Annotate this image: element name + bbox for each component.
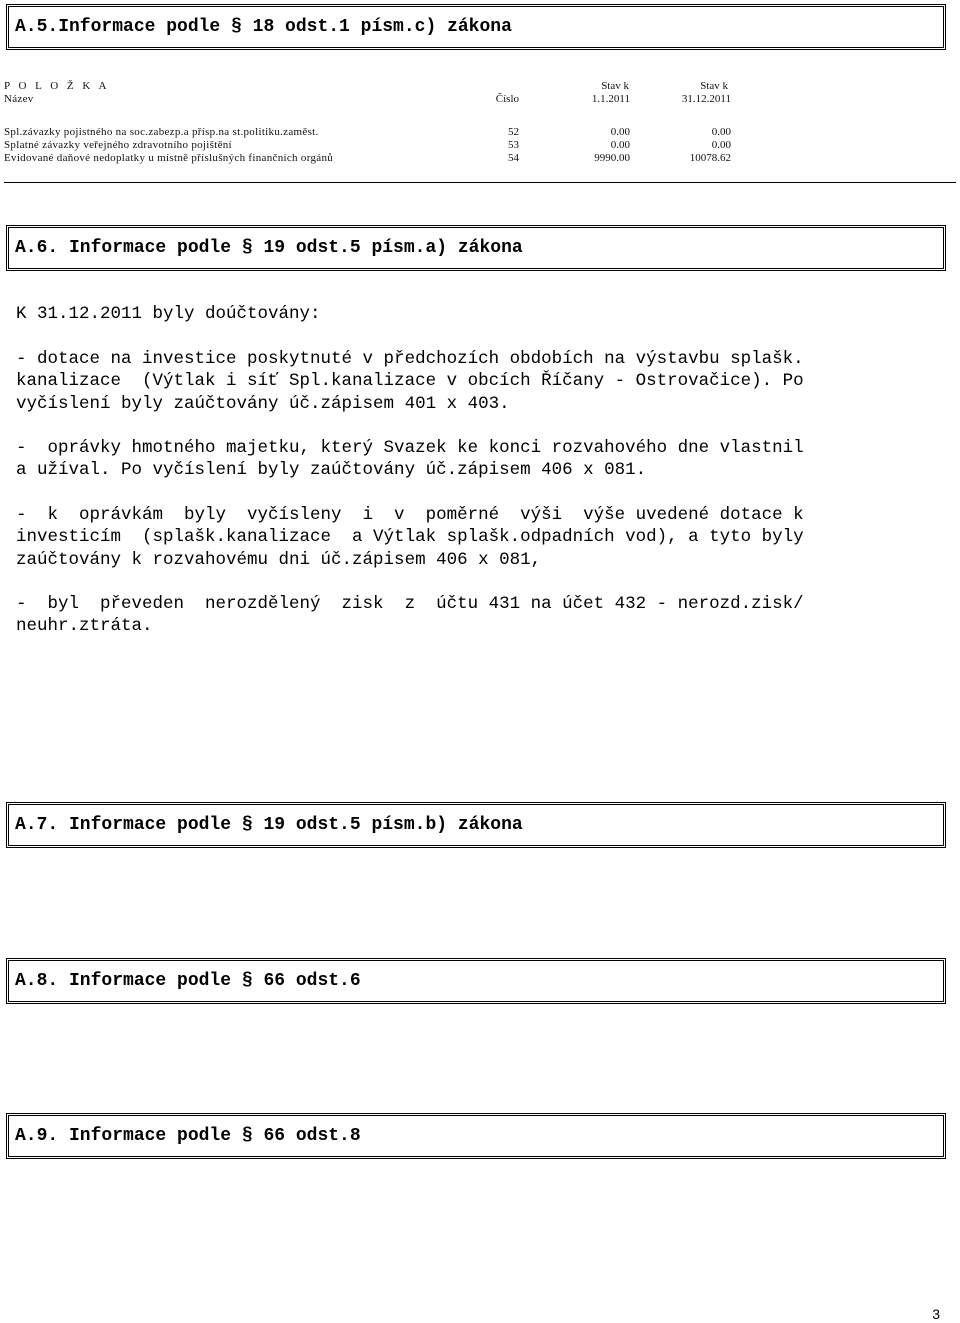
section-heading-a7: A.7. Informace podle § 19 odst.5 písm.b) zákona [6, 802, 946, 848]
section-heading-a8: A.8. Informace podle § 66 odst.6 [6, 958, 946, 1004]
row-stav-2: 10078.62 [689, 152, 731, 164]
a6-paragraph-1: - dotace na investice poskytnuté v předchozích obdobích na výstavbu splašk. kanalizace (Výtlak i síť Spl.kanalizace v obcích Říčany - Ostrovačice). Po vyčíslení byly zaúčtovány úč.zápisem 401 x 403. [16, 349, 804, 414]
section-heading-a9: A.9. Informace podle § 66 odst.8 [6, 1113, 946, 1159]
header-polozka: P O L O Ž K A [4, 80, 110, 92]
a6-paragraph-3: - k oprávkám byly vyčísleny i v poměrné výši výše uvedené dotace k investicím (splašk.kanalizace a Výtlak splašk.odpadních vod), a tyto byly zaúčtovány k rozvahovému dni úč.zápisem 406 x 081, [16, 505, 804, 570]
a6-paragraph-2: - oprávky hmotného majetku, který Svazek ke konci rozvahového dne vlastnil a užíval. Po vyčíslení byly zaúčtovány úč.zápisem 406 x 081. [16, 438, 804, 481]
a6-paragraph-4: - byl převeden nerozdělený zisk z účtu 431 na účet 432 - nerozd.zisk/ neuhr.ztráta. [16, 594, 804, 637]
table-row [4, 139, 956, 152]
header-stav-2: Stav k [700, 80, 728, 92]
a6-intro: K 31.12.2011 byly doúčtovány: [16, 304, 321, 324]
table-row [4, 152, 956, 165]
row-cislo: 54 [508, 152, 519, 164]
table-spacer [4, 106, 956, 126]
header-date-2: 31.12.2011 [681, 93, 731, 105]
section-heading-a5: A.5.Informace podle § 18 odst.1 písm.c) zákona [6, 4, 946, 50]
header-date-1: 1.1.2011 [591, 93, 630, 105]
row-name: Spl.závazky pojistného na soc.zabezp.a přísp.na st.politiku.zaměst. [4, 126, 319, 138]
row-stav-1: 9990.00 [594, 152, 630, 164]
page-number: 3 [932, 1306, 940, 1322]
row-name: Splatné závazky veřejného zdravotního pojištění [4, 139, 232, 151]
row-name: Evidované daňové nedoplatky u místně příslušných finančních orgánů [4, 152, 334, 164]
header-stav-1: Stav k [601, 80, 629, 92]
header-cislo: Číslo [495, 93, 519, 105]
table-divider [4, 182, 956, 183]
table-header-row-1 [4, 80, 956, 93]
section-heading-a6: A.6. Informace podle § 19 odst.5 písm.a) zákona [6, 225, 946, 271]
row-stav-2: 0.00 [711, 126, 731, 138]
row-stav-2: 0.00 [711, 139, 731, 151]
row-cislo: 52 [508, 126, 519, 138]
header-nazev: Název [4, 93, 34, 105]
table-header-row-2 [4, 93, 956, 106]
liabilities-table [4, 80, 956, 165]
row-stav-1: 0.00 [610, 126, 630, 138]
row-stav-1: 0.00 [610, 139, 630, 151]
table-row [4, 126, 956, 139]
row-cislo: 53 [508, 139, 519, 151]
